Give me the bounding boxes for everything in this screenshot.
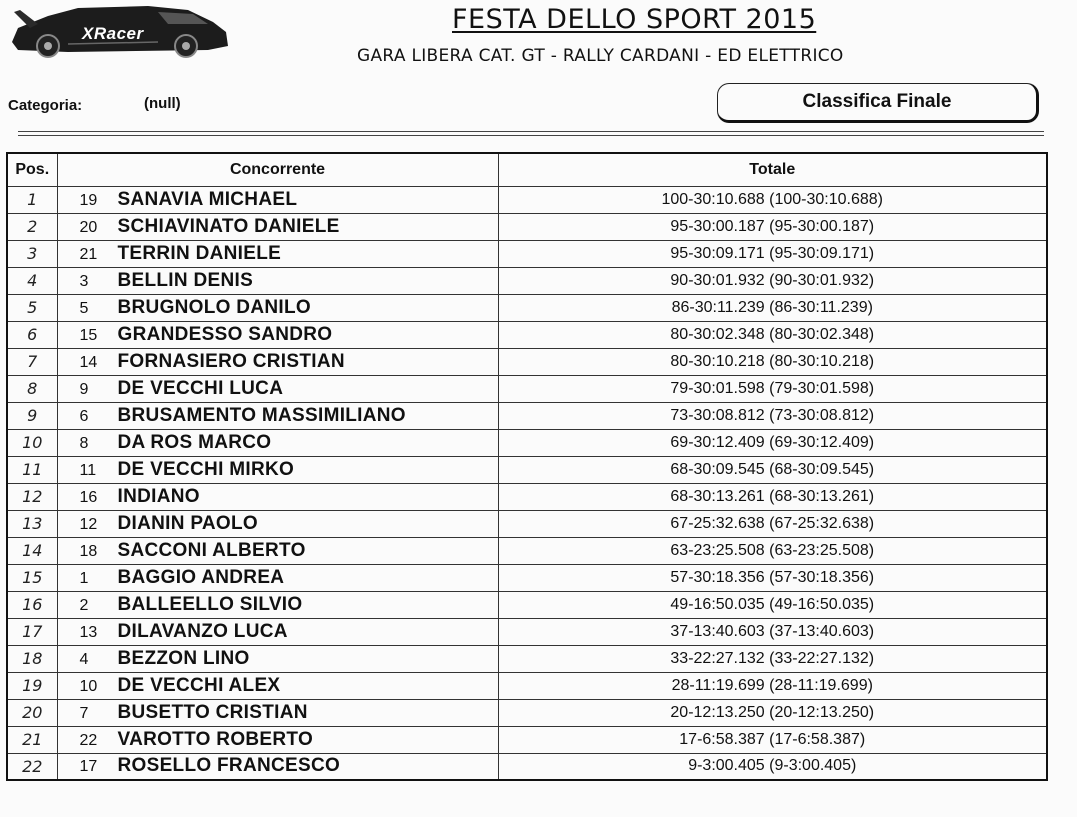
divider-line	[18, 135, 1044, 136]
competitor-name: VAROTTO ROBERTO	[117, 728, 314, 750]
competitor-cell	[57, 240, 498, 267]
table-row	[7, 564, 1047, 591]
position-cell: 6	[7, 321, 57, 348]
competitor-cell	[57, 618, 498, 645]
competitor-cell	[57, 564, 498, 591]
car-number: 12	[79, 515, 98, 533]
position-cell: 14	[7, 537, 57, 564]
car-number: 15	[79, 326, 98, 344]
competitor-name: DE VECCHI ALEX	[117, 674, 281, 696]
page-subtitle: GARA LIBERA CAT. GT - RALLY CARDANI - ED ELETTRICO	[357, 46, 844, 66]
competitor-cell	[57, 699, 498, 726]
table-row	[7, 213, 1047, 240]
position-cell: 21	[7, 726, 57, 753]
position-cell: 2	[7, 213, 57, 240]
car-number: 22	[79, 731, 98, 749]
position-cell: 19	[7, 672, 57, 699]
car-number: 3	[79, 272, 89, 290]
total-cell: 90-30:01.932 (90-30:01.932)	[498, 267, 1047, 294]
position-cell: 4	[7, 267, 57, 294]
category-label: Categoria:	[8, 97, 83, 114]
competitor-cell	[57, 510, 498, 537]
total-cell: 69-30:12.409 (69-30:12.409)	[498, 429, 1047, 456]
ranking-title-box	[717, 83, 1039, 123]
table-row	[7, 186, 1047, 213]
position-cell: 3	[7, 240, 57, 267]
position-cell: 1	[7, 186, 57, 213]
position-cell: 16	[7, 591, 57, 618]
xracer-logo	[8, 2, 233, 58]
competitor-cell	[57, 645, 498, 672]
car-number: 5	[79, 299, 89, 317]
competitor-name: BELLIN DENIS	[117, 269, 254, 291]
car-number: 7	[79, 704, 89, 722]
total-cell: 63-23:25.508 (63-23:25.508)	[498, 537, 1047, 564]
total-cell: 67-25:32.638 (67-25:32.638)	[498, 510, 1047, 537]
competitor-name: ROSELLO FRANCESCO	[117, 755, 341, 777]
table-row	[7, 591, 1047, 618]
car-number: 9	[79, 380, 89, 398]
competitor-name: SACCONI ALBERTO	[117, 539, 306, 561]
car-number: 21	[79, 245, 98, 263]
table-header-row	[7, 153, 1047, 186]
table-row	[7, 618, 1047, 645]
table-row	[7, 348, 1047, 375]
position-cell: 10	[7, 429, 57, 456]
total-cell: 79-30:01.598 (79-30:01.598)	[498, 375, 1047, 402]
table-row	[7, 510, 1047, 537]
table-row	[7, 429, 1047, 456]
car-number: 20	[79, 218, 98, 236]
total-cell: 95-30:09.171 (95-30:09.171)	[498, 240, 1047, 267]
car-number: 6	[79, 407, 89, 425]
competitor-cell	[57, 726, 498, 753]
column-header-concorrente: Concorrente	[57, 153, 498, 186]
position-cell: 8	[7, 375, 57, 402]
competitor-cell	[57, 429, 498, 456]
competitor-name: INDIANO	[117, 485, 200, 507]
results-table	[6, 152, 1048, 781]
position-cell: 13	[7, 510, 57, 537]
category-value: (null)	[144, 95, 181, 112]
competitor-name: BEZZON LINO	[117, 647, 250, 669]
page-title: FESTA DELLO SPORT 2015	[452, 4, 817, 35]
total-cell: 49-16:50.035 (49-16:50.035)	[498, 591, 1047, 618]
car-number: 4	[79, 650, 89, 668]
column-header-totale: Totale	[498, 153, 1047, 186]
position-cell: 22	[7, 753, 57, 780]
total-cell: 68-30:09.545 (68-30:09.545)	[498, 456, 1047, 483]
competitor-cell	[57, 483, 498, 510]
car-number: 18	[79, 542, 98, 560]
car-number: 1	[79, 569, 89, 587]
competitor-cell	[57, 294, 498, 321]
position-cell: 17	[7, 618, 57, 645]
table-row	[7, 645, 1047, 672]
table-row	[7, 375, 1047, 402]
car-number: 17	[79, 758, 98, 776]
car-number: 10	[79, 677, 98, 695]
position-cell: 18	[7, 645, 57, 672]
position-cell: 12	[7, 483, 57, 510]
position-cell: 7	[7, 348, 57, 375]
table-row	[7, 456, 1047, 483]
table-row	[7, 699, 1047, 726]
total-cell: 80-30:10.218 (80-30:10.218)	[498, 348, 1047, 375]
position-cell: 11	[7, 456, 57, 483]
car-number: 14	[79, 353, 98, 371]
car-number: 13	[79, 623, 98, 641]
car-number: 19	[79, 191, 98, 209]
competitor-name: SCHIAVINATO DANIELE	[117, 215, 340, 237]
competitor-cell	[57, 402, 498, 429]
position-cell: 5	[7, 294, 57, 321]
competitor-cell	[57, 213, 498, 240]
competitor-cell	[57, 186, 498, 213]
table-row	[7, 294, 1047, 321]
table-row	[7, 483, 1047, 510]
competitor-cell	[57, 537, 498, 564]
table-row	[7, 402, 1047, 429]
competitor-name: DE VECCHI LUCA	[117, 377, 284, 399]
total-cell: 37-13:40.603 (37-13:40.603)	[498, 618, 1047, 645]
competitor-cell	[57, 321, 498, 348]
competitor-cell	[57, 375, 498, 402]
total-cell: 80-30:02.348 (80-30:02.348)	[498, 321, 1047, 348]
table-row	[7, 726, 1047, 753]
competitor-name: TERRIN DANIELE	[117, 242, 282, 264]
competitor-name: GRANDESSO SANDRO	[117, 323, 333, 345]
car-number: 2	[79, 596, 89, 614]
competitor-cell	[57, 267, 498, 294]
competitor-name: DE VECCHI MIRKO	[117, 458, 295, 480]
competitor-name: DA ROS MARCO	[117, 431, 272, 453]
competitor-name: BRUSAMENTO MASSIMILIANO	[117, 404, 406, 426]
competitor-name: BUSETTO CRISTIAN	[117, 701, 308, 723]
competitor-cell	[57, 753, 498, 780]
competitor-name: DILAVANZO LUCA	[117, 620, 288, 642]
total-cell: 95-30:00.187 (95-30:00.187)	[498, 213, 1047, 240]
car-number: 11	[79, 461, 97, 479]
table-row	[7, 267, 1047, 294]
car-number: 8	[79, 434, 89, 452]
divider-line	[18, 131, 1044, 132]
total-cell: 9-3:00.405 (9-3:00.405)	[498, 753, 1047, 780]
competitor-name: DIANIN PAOLO	[117, 512, 258, 534]
table-row	[7, 753, 1047, 780]
results-body	[7, 186, 1047, 780]
position-cell: 20	[7, 699, 57, 726]
competitor-cell	[57, 672, 498, 699]
total-cell: 73-30:08.812 (73-30:08.812)	[498, 402, 1047, 429]
competitor-cell	[57, 348, 498, 375]
competitor-name: SANAVIA MICHAEL	[117, 188, 298, 210]
competitor-cell	[57, 591, 498, 618]
total-cell: 57-30:18.356 (57-30:18.356)	[498, 564, 1047, 591]
total-cell: 68-30:13.261 (68-30:13.261)	[498, 483, 1047, 510]
total-cell: 86-30:11.239 (86-30:11.239)	[498, 294, 1047, 321]
total-cell: 100-30:10.688 (100-30:10.688)	[498, 186, 1047, 213]
competitor-cell	[57, 456, 498, 483]
competitor-name: BRUGNOLO DANILO	[117, 296, 311, 318]
table-row	[7, 672, 1047, 699]
car-number: 16	[79, 488, 98, 506]
logo-text: XRacer	[82, 24, 144, 43]
total-cell: 33-22:27.132 (33-22:27.132)	[498, 645, 1047, 672]
position-cell: 15	[7, 564, 57, 591]
table-row	[7, 240, 1047, 267]
total-cell: 17-6:58.387 (17-6:58.387)	[498, 726, 1047, 753]
table-row	[7, 537, 1047, 564]
competitor-name: BALLEELLO SILVIO	[117, 593, 303, 615]
total-cell: 28-11:19.699 (28-11:19.699)	[498, 672, 1047, 699]
table-row	[7, 321, 1047, 348]
competitor-name: FORNASIERO CRISTIAN	[117, 350, 345, 372]
competitor-name: BAGGIO ANDREA	[117, 566, 285, 588]
column-header-pos: Pos.	[7, 153, 57, 186]
position-cell: 9	[7, 402, 57, 429]
total-cell: 20-12:13.250 (20-12:13.250)	[498, 699, 1047, 726]
ranking-title: Classifica Finale	[802, 91, 952, 112]
